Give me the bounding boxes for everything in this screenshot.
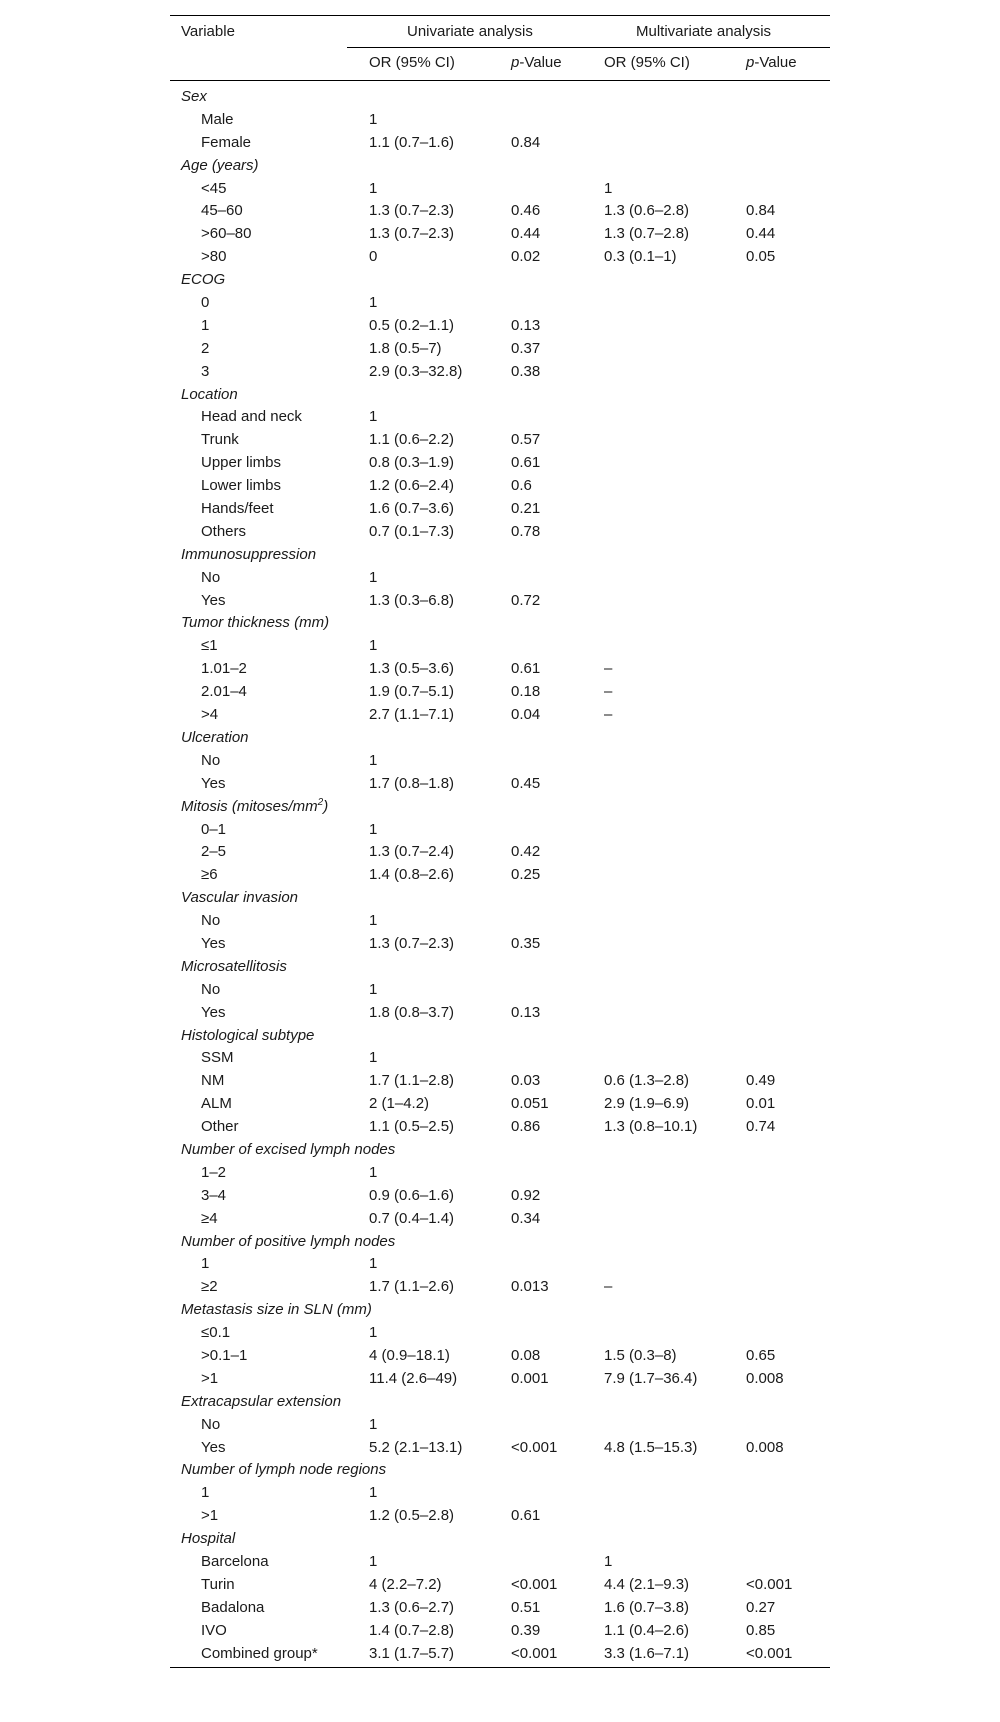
row-label: Head and neck [201,408,302,426]
univariate-p-cell: 0.37 [511,339,541,357]
row-label: 1.01–2 [201,660,247,678]
table-row [170,1092,830,1115]
row-label: Hands/feet [201,500,274,518]
category-label: Number of lymph node regions [181,1461,387,1479]
table-row [170,108,830,131]
row-label: Barcelona [201,1553,269,1570]
row-label: >60–80 [201,225,252,243]
category-label: Number of positive lymph nodes [181,1232,396,1250]
univariate-or-cell: 1 [369,179,378,197]
multivariate-or-cell: 1 [604,179,613,197]
multivariate-p-cell: 0.008 [746,1369,784,1387]
multivariate-or-cell: 2.9 (1.9–6.9) [604,1095,690,1113]
multivariate-p-cell: <0.001 [746,1644,793,1662]
univariate-or-cell: 1.6 (0.7–3.6) [369,500,455,518]
table-row [170,1413,830,1436]
category-label: Location [181,385,238,403]
univariate-p-cell: <0.001 [511,1438,558,1456]
row-label: No [201,912,221,930]
category-label: ECOG [181,271,226,289]
row-label: >1 [201,1507,219,1525]
row-label: Combined group* [201,1644,318,1662]
univariate-p-cell: 0.39 [511,1621,541,1639]
univariate-or-cell: 1 [369,294,378,312]
univariate-p-cell: <0.001 [511,1575,558,1593]
category-row [170,886,830,909]
table-row [170,131,830,154]
row-label: >0.1–1 [201,1346,248,1364]
category-row [170,85,830,108]
table-row [170,474,830,497]
univariate-or-cell: 4 (2.2–7.2) [369,1575,442,1593]
univariate-or-cell: 5.2 (2.1–13.1) [369,1438,463,1456]
table-header-columns [170,48,830,80]
category-row [170,383,830,406]
row-label: ≥4 [201,1209,218,1227]
univariate-p-cell: 0.44 [511,225,541,243]
univariate-or-cell: 11.4 (2.6–49) [369,1369,458,1387]
row-label: >1 [201,1369,219,1387]
univariate-or-cell: 4 (0.9–18.1) [369,1346,450,1364]
row-label: >80 [201,248,227,266]
category-label: Hospital [181,1530,236,1548]
multivariate-p-cell: 0.05 [746,248,776,266]
category-row [170,543,830,566]
multivariate-p-cell: 0.85 [746,1621,776,1639]
multivariate-or-cell: 4.8 (1.5–15.3) [604,1438,698,1456]
univariate-or-cell: 1 [369,980,378,998]
univariate-p-cell: 0.001 [511,1369,549,1387]
univariate-p-cell: 0.13 [511,316,541,334]
row-label: Other [201,1118,239,1136]
multivariate-p-cell: 0.008 [746,1438,784,1456]
univariate-or-cell: 0 [369,248,378,266]
multivariate-p-cell: 0.65 [746,1346,776,1364]
univariate-or-cell: 1 [369,751,378,769]
multivariate-p-cell: 0.27 [746,1598,776,1616]
category-label: Age (years) [181,156,259,174]
multivariate-or-cell: – [604,683,613,701]
header-univariate: Univariate analysis [407,23,533,40]
table-row [170,428,830,451]
table-row [170,1642,830,1665]
row-label: <45 [201,179,227,197]
multivariate-or-cell: 4.4 (2.1–9.3) [604,1575,690,1593]
univariate-or-cell: 1 [369,568,378,586]
table-header-groups [170,16,830,48]
multivariate-or-cell: – [604,660,613,678]
row-label: 0–1 [201,820,227,838]
table-row [170,1161,830,1184]
table-row [170,1207,830,1230]
row-label: NM [201,1072,225,1090]
row-label: Yes [201,591,226,609]
table-row [170,863,830,886]
univariate-or-cell: 1.3 (0.5–3.6) [369,660,455,678]
univariate-p-cell: 0.57 [511,431,541,449]
row-label: 1 [201,1484,210,1502]
table-row [170,657,830,680]
row-label: Upper limbs [201,454,282,472]
category-label: Microsatellitosis [181,957,287,975]
table-row [170,1367,830,1390]
table-row [170,1596,830,1619]
row-label: 1–2 [201,1163,227,1181]
univariate-p-cell: 0.61 [511,1507,541,1525]
table-row [170,291,830,314]
multivariate-p-cell: 0.49 [746,1072,776,1090]
header-univariate-or: OR (95% CI) [369,54,455,71]
table-row [170,840,830,863]
table-row [170,520,830,543]
univariate-p-cell: 0.45 [511,774,541,792]
table-bottom-rule [170,1667,830,1668]
univariate-p-cell: 0.78 [511,522,541,540]
univariate-p-cell: 0.72 [511,591,541,609]
row-label: >4 [201,706,219,724]
univariate-p-cell: 0.86 [511,1118,541,1136]
univariate-or-cell: 1 [369,408,378,426]
univariate-p-cell: 0.61 [511,454,541,472]
univariate-p-cell: 0.08 [511,1346,541,1364]
univariate-p-cell: 0.013 [511,1278,549,1296]
univariate-or-cell: 1 [369,1255,378,1273]
univariate-or-cell: 1 [369,110,378,128]
results-table [170,15,830,1668]
category-row [170,611,830,634]
univariate-or-cell: 1.8 (0.5–7) [369,339,442,357]
multivariate-or-cell: 0.6 (1.3–2.8) [604,1072,690,1090]
univariate-p-cell: 0.25 [511,866,541,884]
univariate-p-cell: 0.18 [511,683,541,701]
table-row [170,1184,830,1207]
multivariate-or-cell: – [604,706,613,724]
row-label: Yes [201,934,226,952]
univariate-or-cell: 0.9 (0.6–1.6) [369,1186,455,1204]
table-row [170,245,830,268]
multivariate-or-cell: 1.6 (0.7–3.8) [604,1598,690,1616]
univariate-or-cell: 1.7 (1.1–2.6) [369,1278,455,1296]
univariate-or-cell: 1.1 (0.5–2.5) [369,1118,455,1136]
multivariate-p-cell: 0.01 [746,1095,776,1113]
univariate-p-cell: 0.051 [511,1095,549,1113]
multivariate-p-cell: 0.44 [746,225,776,243]
univariate-or-cell: 1 [369,1324,378,1342]
univariate-or-cell: 1.2 (0.6–2.4) [369,477,455,495]
category-label: Metastasis size in SLN (mm) [181,1301,372,1319]
univariate-or-cell: 1.3 (0.3–6.8) [369,591,455,609]
table-row [170,909,830,932]
univariate-p-cell: 0.61 [511,660,541,678]
univariate-or-cell: 3.1 (1.7–5.7) [369,1644,455,1662]
table-row [170,703,830,726]
univariate-or-cell: 1 [369,637,378,655]
multivariate-p-cell: 0.74 [746,1118,776,1136]
univariate-p-cell: 0.46 [511,202,541,220]
category-label: Immunosuppression [181,545,317,563]
row-label: 2–5 [201,843,227,861]
row-label: Male [201,110,234,128]
table-row [170,1344,830,1367]
univariate-or-cell: 1 [369,912,378,930]
multivariate-or-cell: 3.3 (1.6–7.1) [604,1644,690,1662]
table-row [170,978,830,1001]
multivariate-p-cell: 0.84 [746,202,776,220]
category-row [170,154,830,177]
univariate-p-cell: 0.34 [511,1209,541,1227]
row-label: ≤1 [201,637,218,655]
table-row [170,772,830,795]
univariate-p-cell: 0.38 [511,362,541,380]
row-label: 3–4 [201,1186,227,1204]
row-label: Female [201,133,252,151]
table-row [170,680,830,703]
category-row [170,1458,830,1481]
row-label: 1 [201,1255,210,1273]
table-row [170,177,830,200]
table-row [170,1069,830,1092]
multivariate-or-cell: 0.3 (0.1–1) [604,248,677,266]
row-label: 0 [201,294,210,312]
table-row [170,1573,830,1596]
row-label: 2.01–4 [201,683,247,701]
table-row [170,1001,830,1024]
table-row [170,566,830,589]
table-row [170,222,830,245]
univariate-p-cell: 0.84 [511,133,541,151]
univariate-p-cell: 0.92 [511,1186,541,1204]
category-row [170,1390,830,1413]
univariate-or-cell: 1.7 (1.1–2.8) [369,1072,455,1090]
univariate-p-cell: 0.42 [511,843,541,861]
univariate-p-cell: 0.02 [511,248,541,266]
category-row [170,1298,830,1321]
multivariate-or-cell: 1.3 (0.7–2.8) [604,225,690,243]
category-row [170,268,830,291]
header-variable: Variable [181,23,235,40]
category-label: Number of excised lymph nodes [181,1140,396,1158]
univariate-p-cell: 0.6 [511,477,532,495]
univariate-or-cell: 0.8 (0.3–1.9) [369,454,455,472]
univariate-or-cell: 1.1 (0.6–2.2) [369,431,455,449]
table-row [170,589,830,612]
univariate-or-cell: 1.4 (0.8–2.6) [369,866,455,884]
row-label: SSM [201,1049,234,1067]
table-row [170,749,830,772]
univariate-or-cell: 1.4 (0.7–2.8) [369,1621,455,1639]
row-label: Lower limbs [201,477,282,495]
univariate-or-cell: 1.3 (0.7–2.4) [369,843,455,861]
univariate-or-cell: 2 (1–4.2) [369,1095,430,1113]
row-label: Badalona [201,1598,265,1616]
univariate-p-cell: 0.04 [511,706,541,724]
table-row [170,1504,830,1527]
category-label: Extracapsular extension [181,1392,342,1410]
univariate-p-cell: 0.35 [511,934,541,952]
category-row [170,1527,830,1550]
multivariate-or-cell: 1.5 (0.3–8) [604,1346,677,1364]
row-label: No [201,980,221,998]
univariate-p-cell: <0.001 [511,1644,558,1662]
row-label: Yes [201,1003,226,1021]
row-label: 3 [201,362,210,380]
univariate-or-cell: 1.3 (0.7–2.3) [369,225,455,243]
category-row [170,726,830,749]
row-label: 45–60 [201,202,243,220]
multivariate-or-cell: – [604,1278,613,1296]
multivariate-or-cell: 1.1 (0.4–2.6) [604,1621,690,1639]
univariate-or-cell: 1.1 (0.7–1.6) [369,133,455,151]
category-label: Mitosis $(mitoses/mm^2)$ [181,796,329,815]
univariate-or-cell: 1.3 (0.6–2.7) [369,1598,455,1616]
table-row [170,314,830,337]
row-label: No [201,568,221,586]
table-row [170,199,830,222]
row-label: 2 [201,339,210,357]
row-label: No [201,751,221,769]
table-row [170,497,830,520]
row-label: ≥2 [201,1278,218,1296]
univariate-p-cell: 0.21 [511,500,541,518]
multivariate-or-cell: 1 [604,1553,613,1570]
univariate-or-cell: 1.3 (0.7–2.3) [369,202,455,220]
category-label: Vascular invasion [181,889,299,907]
univariate-p-cell: 0.13 [511,1003,541,1021]
univariate-or-cell: 1.8 (0.8–3.7) [369,1003,455,1021]
table-row [170,818,830,841]
multivariate-p-cell: <0.001 [746,1575,793,1593]
table-row [170,337,830,360]
category-label: Histological subtype [181,1026,315,1044]
category-row [170,955,830,978]
table-row [170,405,830,428]
univariate-or-cell: 1.7 (0.8–1.8) [369,774,455,792]
univariate-or-cell: 1.9 (0.7–5.1) [369,683,455,701]
header-multivariate-p: p-Value [746,54,797,71]
row-label: No [201,1415,221,1433]
table-row [170,1550,830,1573]
row-label: ≤0.1 [201,1324,231,1342]
table-row [170,1115,830,1138]
table-row [170,634,830,657]
univariate-or-cell: 2.7 (1.1–7.1) [369,706,455,724]
category-label: Ulceration [181,728,249,746]
row-label: IVO [201,1621,227,1639]
category-row [170,1138,830,1161]
univariate-or-cell: 1 [369,1415,378,1433]
univariate-or-cell: 1 [369,1049,378,1067]
table-row [170,1275,830,1298]
header-multivariate: Multivariate analysis [636,23,772,40]
row-label: Trunk [201,431,239,449]
category-row [170,795,830,818]
row-label: Turin [201,1575,235,1593]
table-row [170,1046,830,1069]
category-label: Tumor thickness (mm) [181,614,330,632]
multivariate-or-cell: 1.3 (0.6–2.8) [604,202,690,220]
row-label: Others [201,522,247,540]
univariate-or-cell: 0.7 (0.1–7.3) [369,522,455,540]
univariate-p-cell: 0.03 [511,1072,541,1090]
table-body [170,85,830,1664]
row-label: ≥6 [201,866,218,884]
table-row [170,1252,830,1275]
row-label: Yes [201,1438,226,1456]
univariate-or-cell: 1.3 (0.7–2.3) [369,934,455,952]
table-row [170,1619,830,1642]
univariate-or-cell: 1.2 (0.5–2.8) [369,1507,455,1525]
header-univariate-p: p-Value [511,54,562,71]
table-row [170,451,830,474]
category-row [170,1024,830,1047]
table-row [170,932,830,955]
row-label: 1 [201,316,210,334]
row-label: Yes [201,774,226,792]
univariate-or-cell: 0.5 (0.2–1.1) [369,316,455,334]
univariate-or-cell: 1 [369,1553,378,1570]
table-row [170,1436,830,1459]
multivariate-or-cell: 7.9 (1.7–36.4) [604,1369,698,1387]
category-row [170,1230,830,1253]
univariate-or-cell: 1 [369,820,378,838]
univariate-or-cell: 1 [369,1163,378,1181]
table-row [170,1321,830,1344]
category-label: Sex [181,88,207,105]
row-label: ALM [201,1095,232,1113]
header-multivariate-or: OR (95% CI) [604,54,690,71]
table-row [170,1481,830,1504]
table-row [170,360,830,383]
univariate-or-cell: 0.7 (0.4–1.4) [369,1209,455,1227]
univariate-or-cell: 1 [369,1484,378,1502]
univariate-p-cell: 0.51 [511,1598,541,1616]
univariate-or-cell: 2.9 (0.3–32.8) [369,362,463,380]
multivariate-or-cell: 1.3 (0.8–10.1) [604,1118,698,1136]
